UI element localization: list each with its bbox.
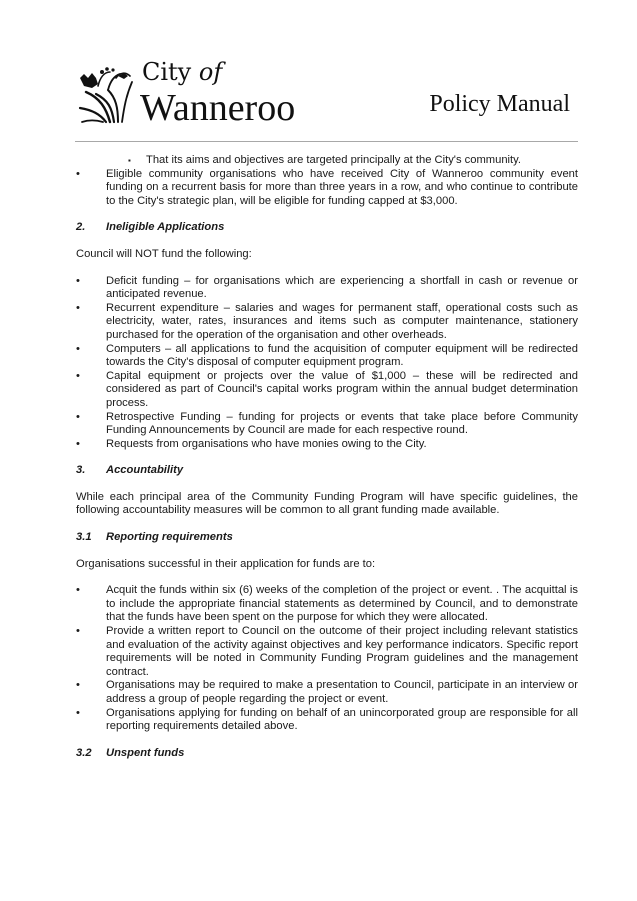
section-number: 3.2 xyxy=(76,746,92,759)
square-bullet-icon: ▪ xyxy=(128,156,131,165)
bullet-item xyxy=(76,302,578,343)
bullet-text: Recurrent expenditure – salaries and wages for permanent staff, operational costs such as electricity, water, rates, insurances and items such as computer maintenance, stationery purchased for the operation of the organisation and other overheads. xyxy=(106,301,578,341)
kangaroo-paw-icon xyxy=(76,64,134,124)
bullet-icon: • xyxy=(76,410,80,423)
bullet-text: Requests from organisations who have monies owing to the City. xyxy=(106,437,427,450)
bullet-text: Organisations applying for funding on behalf of an unincorporated group are responsible for all reporting requirements detailed above. xyxy=(106,706,578,733)
section-title: Unspent funds xyxy=(106,746,185,759)
bullet-text: Computers – all applications to fund the acquisition of computer equipment will be redirected towards the City's disposal of computer equipment program. xyxy=(106,342,578,369)
document-body xyxy=(76,154,578,760)
bullet-text: Deficit funding – for organisations which are experiencing a shortfall in cash or revenue or anticipated revenue. xyxy=(106,274,578,301)
bullet-icon: • xyxy=(76,706,80,719)
bullet-item xyxy=(76,168,578,209)
logo-text-city: City xyxy=(142,58,192,86)
header-divider xyxy=(75,141,578,142)
ineligible-list xyxy=(76,275,578,452)
bullet-item xyxy=(76,707,578,734)
section-title: Reporting requirements xyxy=(106,531,233,544)
bullet-icon: • xyxy=(76,437,80,450)
bullet-icon: • xyxy=(76,584,80,597)
section-number: 3.1 xyxy=(76,531,92,544)
section-heading-unspent-funds xyxy=(76,747,578,761)
bullet-text: Eligible community organisations who have received City of Wanneroo community event funding on a recurrent basis for more than three years in a row, and who continue to contribute to the City's strategic plan, will be eligible for funding capped at $3,000. xyxy=(106,167,578,207)
bullet-text: Acquit the funds within six (6) weeks of the completion of the project or event. . The acquittal is to include the appropriate financial statements as determined by Council, and to demonstrate that the funds have been spent on the purpose for which they were allocated. xyxy=(106,584,578,624)
page-header xyxy=(76,58,578,132)
section-heading-ineligible-applications xyxy=(76,221,578,235)
logo-text-wanneroo: Wanneroo xyxy=(140,87,296,129)
bullet-icon: • xyxy=(76,274,80,287)
bullet-item xyxy=(76,343,578,370)
logo-text-of: of xyxy=(198,58,223,86)
section3-intro: While each principal area of the Community Funding Program will have specific guidelines, the following accountability measures will be common to all grant funding made available. xyxy=(76,490,578,517)
bullet-icon: • xyxy=(76,342,80,355)
bullet-item xyxy=(76,370,578,411)
bullet-text: Organisations may be required to make a presentation to Council, participate in an interview or address a group of people regarding the project or event. xyxy=(106,679,578,705)
section-title: Ineligible Applications xyxy=(106,221,225,234)
section2-intro: Council will NOT fund the following: xyxy=(76,247,252,260)
section-number: 2. xyxy=(76,221,86,234)
bullet-text: Capital equipment or projects over the value of $1,000 – these will be redirected and considered as part of Council's capital works program within the annual budget determination process. xyxy=(106,369,578,409)
section3-1-intro: Organisations successful in their application for funds are to: xyxy=(76,557,376,570)
section-heading-accountability xyxy=(76,464,578,478)
bullet-text: Provide a written report to Council on the outcome of their project including relevant statistics and evaluation of the activity against objectives and key performance indicators. Specific report requirements will be noted in Community Funding Program guidelines and the management contract. xyxy=(106,625,578,678)
section-number: 3. xyxy=(76,464,86,477)
sub-bullet-text: That its aims and objectives are targeted principally at the City's community. xyxy=(146,154,522,166)
bullet-icon: • xyxy=(76,625,80,638)
bullet-text: Retrospective Funding – funding for projects or events that take place before Community Funding Announcements by Council are made for each respective round. xyxy=(106,410,578,437)
bullet-icon: • xyxy=(76,369,80,382)
bullet-item xyxy=(76,625,578,679)
bullet-item xyxy=(76,411,578,438)
section-title: Accountability xyxy=(106,464,184,477)
section-heading-reporting-requirements xyxy=(76,531,578,545)
reporting-list xyxy=(76,584,578,734)
sub-bullet-item xyxy=(76,154,578,168)
bullet-icon: • xyxy=(76,167,80,180)
bullet-item xyxy=(76,584,578,625)
bullet-icon: • xyxy=(76,679,80,692)
policy-manual-title: Policy Manual xyxy=(429,91,570,117)
city-of-wanneroo-logo xyxy=(76,58,306,130)
bullet-icon: • xyxy=(76,301,80,314)
bullet-item xyxy=(76,438,578,452)
bullet-item xyxy=(76,275,578,302)
logo-text-city-of xyxy=(142,58,222,86)
bullet-item xyxy=(76,679,578,706)
